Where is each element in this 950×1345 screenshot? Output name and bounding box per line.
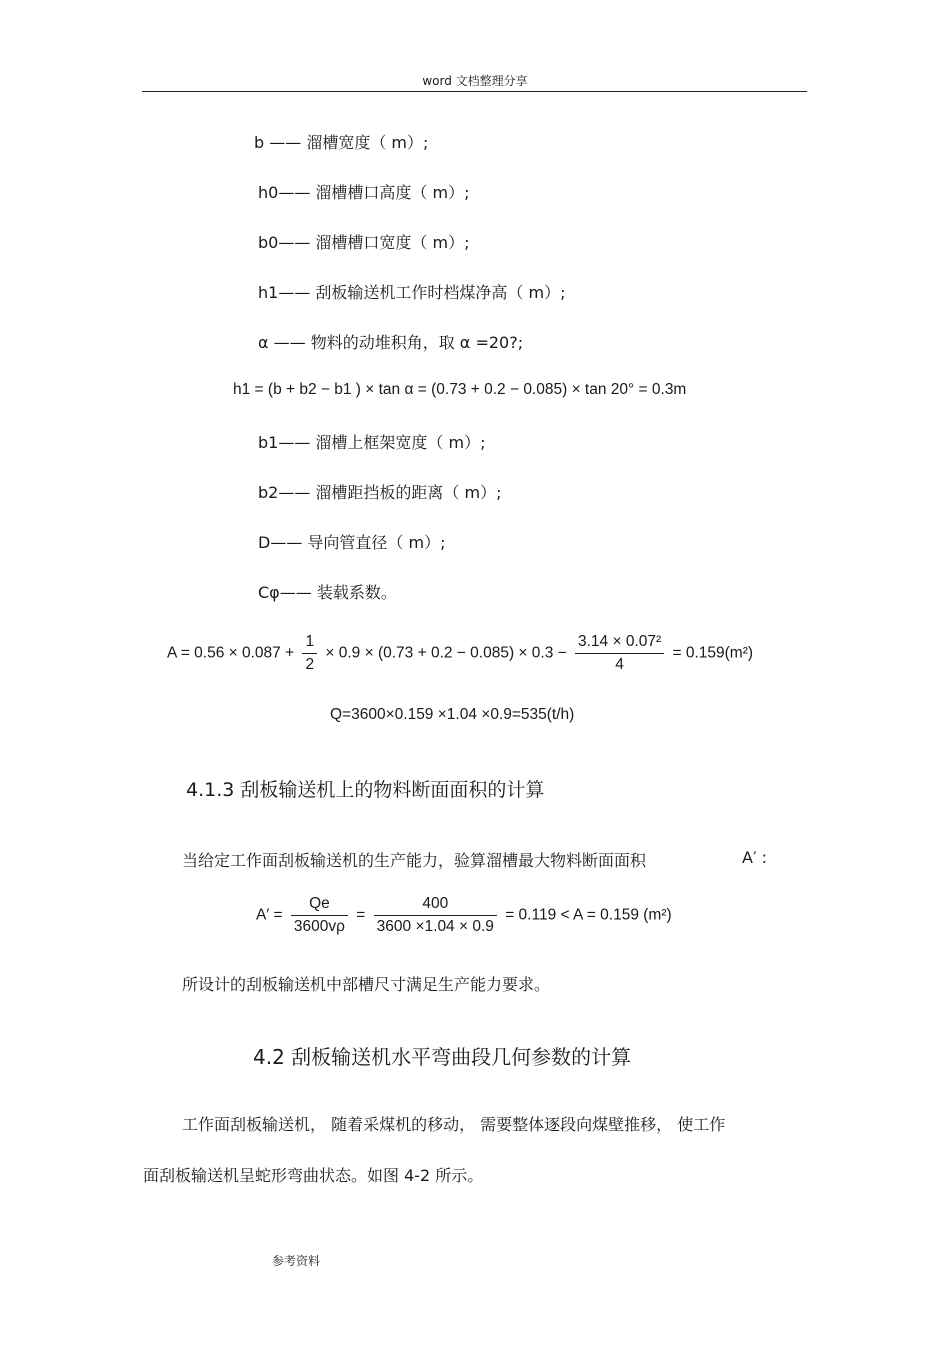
header-rule bbox=[142, 91, 807, 92]
paragraph-verify: 当给定工作面刮板输送机的生产能力，验算溜槽最大物料断面面积 bbox=[182, 851, 647, 870]
formula-check-lead: A′ = bbox=[256, 906, 283, 924]
formula-capacity: Q=3600×0.159 ×1.04 ×0.9=535(t/h) bbox=[330, 706, 575, 723]
definition-c-phi: Cφ—— 装载系数。 bbox=[258, 583, 397, 602]
paragraph-conclusion: 所设计的刮板输送机中部槽尺寸满足生产能力要求。 bbox=[182, 975, 551, 994]
paragraph-verify-symbol: A′ : bbox=[742, 848, 768, 867]
fraction-denominator: 3600 ×1.04 × 0.9 bbox=[376, 918, 494, 935]
page-footer: 参考资料 bbox=[272, 1254, 321, 1268]
formula-area-fraction-circle bbox=[575, 633, 664, 674]
definition-h0: h0—— 溜槽槽口高度（ m）; bbox=[258, 183, 470, 202]
fraction-numerator: 1 bbox=[302, 633, 317, 654]
formula-area-mid: × 0.9 × (0.73 + 0.2 − 0.085) × 0.3 − bbox=[325, 644, 567, 662]
fraction-denominator: 3600vρ bbox=[293, 918, 345, 935]
definition-alpha: α —— 物料的动堆积角，取 α =20?; bbox=[258, 333, 524, 352]
formula-area-lead: A = 0.56 × 0.087 + bbox=[167, 644, 295, 662]
formula-check-equals: = bbox=[356, 906, 366, 924]
formula-check-fraction-1 bbox=[291, 895, 348, 936]
definition-b: b —— 溜槽宽度（ m）; bbox=[254, 133, 429, 152]
formula-area-tail: = 0.159(m²) bbox=[672, 644, 754, 662]
fraction-numerator: Qe bbox=[291, 895, 348, 916]
definition-h1: h1—— 刮板输送机工作时档煤净高（ m）; bbox=[258, 283, 566, 302]
paragraph-4-2-line-2: 面刮板输送机呈蛇形弯曲状态。如图 4-2 所示。 bbox=[143, 1166, 484, 1185]
page-header: word 文档整理分享 bbox=[422, 74, 528, 88]
formula-check-tail: = 0.119 < A = 0.159 (m²) bbox=[505, 906, 672, 924]
fraction-numerator: 3.14 × 0.07² bbox=[575, 633, 664, 654]
fraction-denominator: 4 bbox=[615, 656, 624, 673]
definition-b1: b1—— 溜槽上框架宽度（ m）; bbox=[258, 433, 486, 452]
fraction-denominator: 2 bbox=[305, 656, 315, 673]
definition-b0: b0—— 溜槽槽口宽度（ m）; bbox=[258, 233, 470, 252]
formula-area bbox=[167, 633, 753, 674]
definition-b2: b2—— 溜槽距挡板的距离（ m）; bbox=[258, 483, 502, 502]
formula-check-fraction-2 bbox=[374, 895, 497, 936]
paragraph-4-2-line-1: 工作面刮板输送机， 随着采煤机的移动， 需要整体逐段向煤壁推移， 使工作 bbox=[182, 1115, 726, 1134]
formula-h1: h1 = (b + b2 − b1 ) × tan α = (0.73 + 0.2 − 0.085) × tan 20° = 0.3m bbox=[233, 381, 687, 398]
definition-d: D—— 导向管直径（ m）; bbox=[258, 533, 446, 552]
fraction-numerator: 400 bbox=[374, 895, 497, 916]
formula-area-fraction-half bbox=[302, 633, 317, 674]
formula-check bbox=[256, 895, 672, 936]
section-title-4-1-3: 4.1.3 刮板输送机上的物料断面面积的计算 bbox=[186, 779, 545, 801]
section-title-4-2: 4.2 刮板输送机水平弯曲段几何参数的计算 bbox=[253, 1045, 632, 1069]
